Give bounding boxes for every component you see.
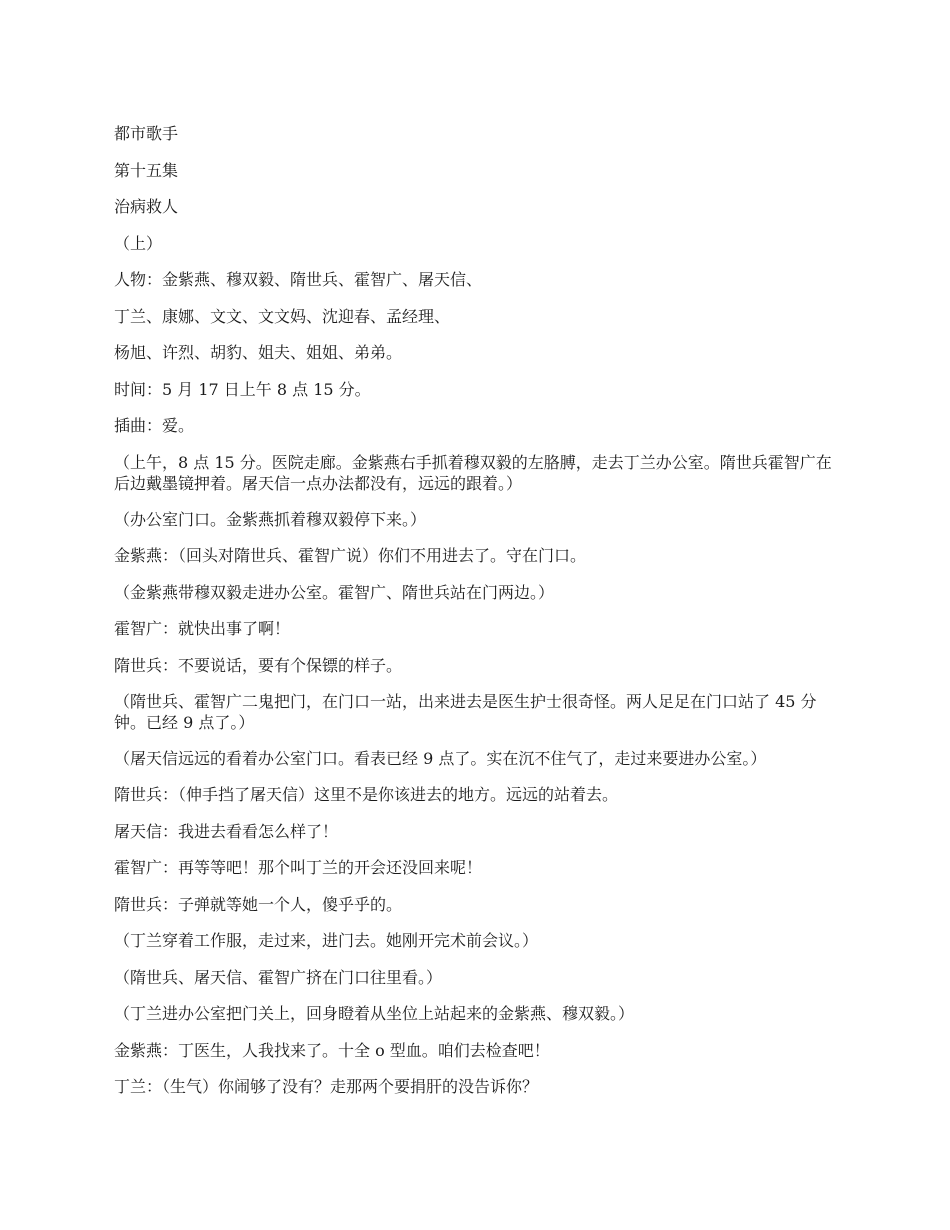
stage-direction: （金紫燕带穆双毅走进办公室。霍智广、隋世兵站在门两边。） — [114, 582, 555, 602]
stage-direction: （办公室门口。金紫燕抓着穆双毅停下来。） — [114, 509, 427, 529]
dialogue-line: 隋世兵：子弹就等她一个人，傻乎乎的。 — [114, 894, 403, 914]
dialogue-line: 霍智广：再等等吧！那个叫丁兰的开会还没回来呢！ — [114, 858, 483, 877]
stage-direction: （隋世兵、屠天信、霍智广挤在门口往里看。） — [114, 967, 443, 987]
series-title: 都市歌手 — [114, 124, 179, 143]
cast-line-3: 杨旭、许烈、胡豹、姐夫、姐姐、弟弟。 — [114, 343, 403, 362]
stage-direction: （屠天信远远的看着办公室门口。看表已经 9 点了。实在沉不住气了，走过来要进办公室。） — [114, 749, 767, 768]
dialogue-line: 隋世兵：不要说话，要有个保镖的样子。 — [114, 655, 403, 675]
dialogue-line: 隋世兵：（伸手挡了屠天信）这里不是你该进去的地方。远远的站着去。 — [114, 785, 619, 804]
time-line: 时间：5 月 17 日上午 8 点 15 分。 — [114, 379, 371, 399]
episode-part: （上） — [114, 233, 163, 253]
script-body — [114, 123, 840, 1113]
episode-number: 第十五集 — [114, 160, 179, 180]
stage-direction: （丁兰穿着工作服，走过来，进门去。她刚开完术前会议。） — [114, 931, 539, 950]
episode-title: 治病救人 — [114, 197, 179, 216]
cast-line-2: 丁兰、康娜、文文、文文妈、沈迎春、孟经理、 — [114, 306, 451, 326]
dialogue-line: 丁兰：（生气）你闹够了没有？走那两个要捐肝的没告诉你？ — [114, 1077, 539, 1096]
dialogue-line: 金紫燕：（回头对隋世兵、霍智广说）你们不用进去了。守在门口。 — [114, 546, 587, 565]
stage-direction: （隋世兵、霍智广二鬼把门，在门口一站，出来进去是医生护士很奇怪。两人足足在门口站了 45 分钟。已经 9 点了。） — [114, 692, 817, 732]
dialogue-line: 屠天信：我进去看看怎么样了！ — [114, 821, 339, 841]
stage-direction: （丁兰进办公室把门关上，回身瞪着从坐位上站起来的金紫燕、穆双毅。） — [114, 1004, 635, 1023]
stage-direction: （上午，8 点 15 分。医院走廊。金紫燕右手抓着穆双毅的左胳膊，走去丁兰办公室。隋世兵霍智广在后边戴墨镜押着。屠天信一点办法都没有，远远的跟着。） — [114, 452, 832, 493]
song-line: 插曲：爱。 — [114, 416, 195, 435]
cast-line-1: 人物：金紫燕、穆双毅、隋世兵、霍智广、屠天信、 — [114, 270, 483, 289]
dialogue-line: 霍智广：就快出事了啊！ — [114, 619, 291, 638]
dialogue-line: 金紫燕：丁医生，人我找来了。十全 o 型血。咱们去检查吧！ — [114, 1040, 550, 1060]
